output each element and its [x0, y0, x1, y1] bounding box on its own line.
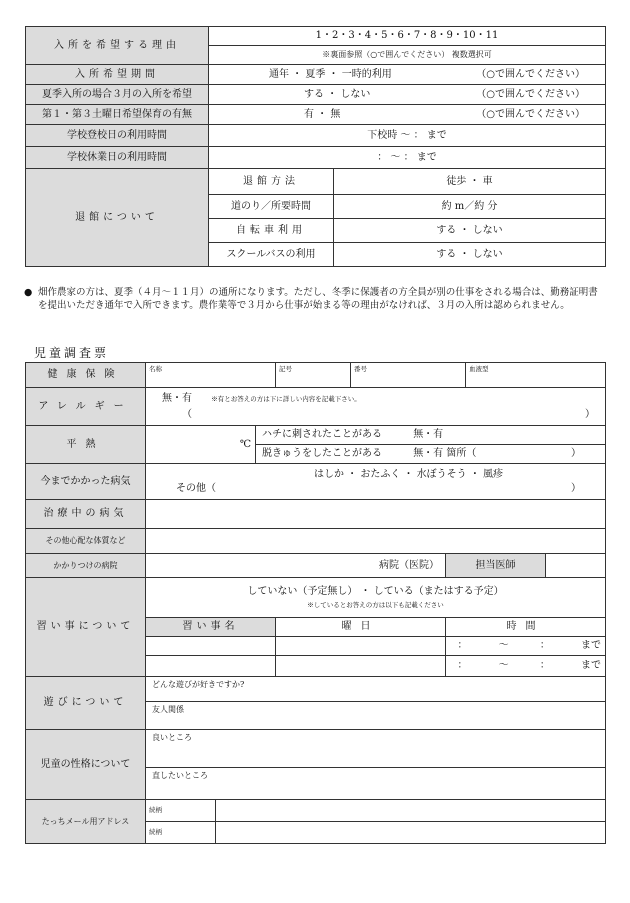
- time-header: 時間: [446, 618, 606, 637]
- insurance-number-label: 番号: [354, 365, 368, 373]
- bicycle-label: 自転車利用: [209, 219, 334, 243]
- period-label: 入所希望期間: [26, 65, 209, 85]
- weekday-header: 曜日: [276, 618, 446, 637]
- saturday-circle-note: （○で囲んでください）: [476, 108, 585, 120]
- period-circle-note: （○で囲んでください）: [476, 68, 585, 80]
- allergy-paren-close: ）: [585, 408, 596, 420]
- allergy-note: ※有とお答えの方は下に詳しい内容を記載下さい。: [211, 395, 361, 403]
- email-field-1[interactable]: [216, 800, 606, 822]
- relation-label-2: 続柄: [146, 822, 216, 844]
- allergy-label: アレルギー: [26, 388, 146, 426]
- time-field[interactable]: ： 〜 ： まで: [446, 656, 606, 677]
- clinic-suffix: 病院（医院）: [379, 559, 440, 571]
- past-illness-other: その他（: [176, 483, 216, 494]
- time-field[interactable]: ： 〜 ： まで: [446, 637, 606, 656]
- doctor-label: 担当医師: [446, 554, 546, 578]
- past-illness-label: 今までかかった病気: [26, 464, 146, 500]
- holiday-label: 学校休業日の利用時間: [26, 147, 209, 169]
- leaving-label: 退館について: [26, 169, 209, 267]
- friends-label: 友人関係: [152, 705, 184, 714]
- leave-method-label: 退館方法: [209, 169, 334, 195]
- relation-label-1: 続柄: [146, 800, 216, 822]
- route-label: 道のり／所要時間: [209, 195, 334, 219]
- past-illness-options[interactable]: はしか ・ おたふく ・ 水ぼうそう ・ 風疹: [313, 468, 504, 480]
- bee-options[interactable]: 無・有: [413, 429, 444, 441]
- child-survey-table: [25, 362, 606, 844]
- period-options[interactable]: 通年 ・ 夏季 ・ 一時的利用: [269, 68, 392, 80]
- march-circle-note: （○で囲んでください）: [476, 88, 585, 100]
- school-day-value[interactable]: 下校時 〜 ： まで: [209, 125, 606, 147]
- friends-field[interactable]: [146, 702, 606, 730]
- dehydration-label: 脱きゅうをしたことがある: [262, 448, 382, 460]
- farmer-note-text: 畑作農家の方は、夏季（４月〜１１月）の通所になります。ただし、冬季に保護者の方全員が別の仕事をされる場合は、勤務証明書を提出いただき通年で入所できます。農作業等で３月から仕事が始まる等の理由がなければ、３月の入所は認められません。: [38, 287, 598, 311]
- email-field-2[interactable]: [216, 822, 606, 844]
- dehydration-cell[interactable]: [256, 445, 606, 464]
- good-points-label: 良いところ: [152, 733, 192, 742]
- lessons-label: 習い事について: [26, 578, 146, 677]
- current-illness-label: 治療中の病気: [26, 500, 146, 529]
- lessons-cell[interactable]: [146, 578, 606, 618]
- fever-field[interactable]: [146, 426, 256, 464]
- blood-type-field[interactable]: [466, 363, 606, 388]
- allergy-options[interactable]: 無・有: [162, 393, 192, 404]
- improve-points-field[interactable]: [146, 768, 606, 800]
- saturday-cell[interactable]: [209, 105, 606, 125]
- other-concern-label: その他心配な体質など: [26, 529, 146, 554]
- play-question-field[interactable]: [146, 677, 606, 702]
- schoolbus-value[interactable]: する ・ しない: [334, 243, 606, 267]
- dehydration-paren-close: ）: [571, 448, 582, 460]
- saturday-label: 第１・第３土曜日希望保育の有無: [26, 105, 209, 125]
- reason-label: 入所を希望する理由: [26, 27, 209, 65]
- allergy-paren-open: （: [182, 408, 192, 420]
- improve-points-label: 直したいところ: [152, 771, 208, 780]
- current-illness-field[interactable]: [146, 500, 606, 529]
- clinic-label: かかりつけの病院: [26, 554, 146, 578]
- good-points-field[interactable]: [146, 730, 606, 768]
- lesson-name-field[interactable]: [146, 637, 276, 656]
- bullet-mark: ●: [24, 287, 33, 298]
- march-options[interactable]: する ・ しない: [304, 88, 371, 100]
- lessons-note: ※しているとお答えの方は以下も記載ください: [307, 600, 444, 609]
- bee-label: ハチに刺されたことがある: [262, 429, 382, 441]
- lessons-options[interactable]: していない（予定無し） ・ している（またはする予定）: [247, 586, 504, 598]
- insurance-name-field[interactable]: [146, 363, 276, 388]
- period-cell[interactable]: [209, 65, 606, 85]
- play-question: どんな遊びが好きですか?: [152, 680, 245, 689]
- insurance-symbol-field[interactable]: [276, 363, 351, 388]
- insurance-name-label: 名称: [149, 365, 162, 373]
- farmer-note: [24, 286, 604, 312]
- bicycle-value[interactable]: する ・ しない: [334, 219, 606, 243]
- weekday-field[interactable]: [276, 637, 446, 656]
- doctor-field[interactable]: [546, 554, 606, 578]
- clinic-field[interactable]: [146, 554, 446, 578]
- enrollment-table: [25, 26, 606, 267]
- bee-cell[interactable]: [256, 426, 606, 445]
- march-cell[interactable]: [209, 85, 606, 105]
- play-label: 遊びについて: [26, 677, 146, 730]
- email-label: たっちメール用アドレス: [26, 800, 146, 844]
- insurance-symbol-label: 記号: [279, 365, 293, 373]
- blood-type-label: 血液型: [469, 365, 489, 373]
- past-illness-cell[interactable]: [146, 464, 606, 500]
- personality-label: 児童の性格について: [26, 730, 146, 800]
- fever-unit: ℃: [239, 438, 251, 450]
- reason-note: ※裏面参照（○で囲んでください） 複数選択可: [209, 46, 606, 65]
- past-illness-paren-close: ）: [571, 483, 582, 494]
- fever-label: 平熱: [26, 426, 146, 464]
- health-label: 健康保険: [26, 363, 146, 388]
- route-value[interactable]: 約 m／約 分: [334, 195, 606, 219]
- leave-method-value[interactable]: 徒歩 ・ 車: [334, 169, 606, 195]
- section-title: 児童調査票: [34, 346, 110, 360]
- insurance-number-field[interactable]: [351, 363, 466, 388]
- allergy-cell[interactable]: [146, 388, 606, 426]
- school-day-label: 学校登校日の利用時間: [26, 125, 209, 147]
- lesson-name-header: 習い事名: [146, 618, 276, 637]
- holiday-value[interactable]: ： 〜 ： まで: [209, 147, 606, 169]
- saturday-options[interactable]: 有 ・ 無: [304, 108, 341, 120]
- reason-numbers[interactable]: 1・2・3・4・5・6・7・8・9・10・11: [209, 27, 606, 46]
- other-concern-field[interactable]: [146, 529, 606, 554]
- dehydration-options[interactable]: 無・有 箇所（: [413, 448, 477, 460]
- weekday-field[interactable]: [276, 656, 446, 677]
- march-label: 夏季入所の場合３月の入所を希望: [26, 85, 209, 105]
- schoolbus-label: スクールバスの利用: [209, 243, 334, 267]
- lesson-name-field[interactable]: [146, 656, 276, 677]
